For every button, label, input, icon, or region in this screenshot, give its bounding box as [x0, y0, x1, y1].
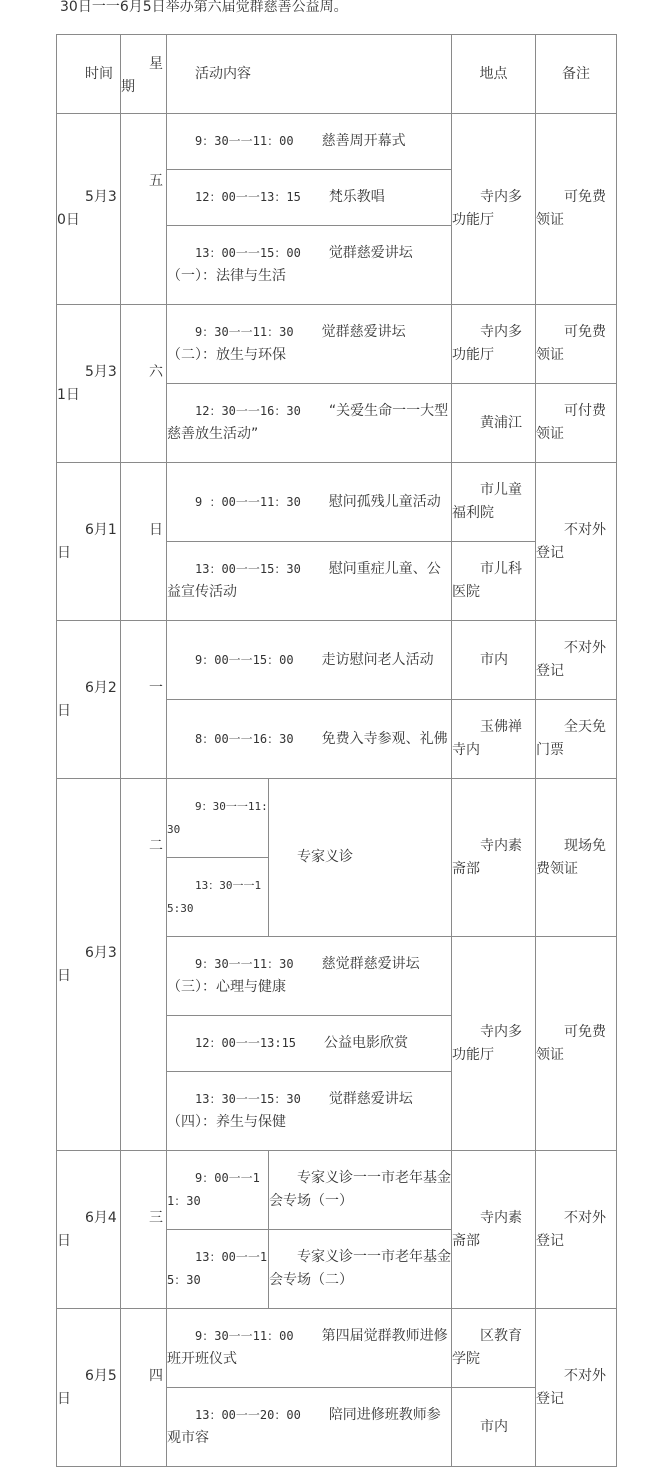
note-cell: 可付费领证 [536, 384, 617, 463]
activity-cell [167, 114, 452, 170]
weekday-cell: 三 [121, 1151, 167, 1309]
activity-time: 9：30一一11：00 [195, 1329, 294, 1343]
date-cell: 5月31日 [57, 305, 121, 463]
activity-title: 慈觉群慈爱讲坛（三）：心理与健康 [167, 956, 420, 995]
activity-title: 梵乐教唱 [328, 189, 385, 205]
weekday-cell: 日 [121, 463, 167, 621]
note-cell: 现场免费领证 [536, 779, 617, 937]
table-row [57, 463, 617, 542]
activity-time: 13：00一一15：30 [195, 562, 301, 576]
activity-cell [167, 384, 452, 463]
activity-time: 9：30一一11：30 [195, 325, 294, 339]
activity-time-cell [167, 1230, 269, 1309]
place-cell: 区教育学院 [452, 1309, 536, 1388]
place-cell: 市儿科医院 [452, 542, 536, 621]
weekday-cell: 五 [121, 114, 167, 305]
table-row [57, 114, 617, 170]
place-cell: 市内 [452, 1388, 536, 1467]
activity-time: 13：00一一15：30 [167, 1250, 268, 1287]
weekday-cell: 二 [121, 779, 167, 1151]
header-place: 地点 [452, 35, 536, 114]
activity-time: 13：00一一20：00 [195, 1408, 301, 1422]
date-cell: 5月30日 [57, 114, 121, 305]
activity-title: 专家义诊一一市老年基金会专场（二） [269, 1249, 451, 1288]
activity-title: 公益电影欣赏 [324, 1035, 409, 1051]
activity-cell [167, 1016, 452, 1072]
header-note: 备注 [536, 35, 617, 114]
place-cell: 黄浦江 [452, 384, 536, 463]
activity-time: 8：00一一16：30 [195, 731, 294, 746]
activity-time: 9：00一一11：30 [167, 1171, 260, 1208]
activity-cell [167, 226, 452, 305]
table-row [57, 1309, 617, 1388]
activity-time: 13：30一一15：30 [195, 1092, 301, 1106]
note-cell: 可免费领证 [536, 305, 617, 384]
activity-cell [167, 1072, 452, 1151]
date-cell: 6月4日 [57, 1151, 121, 1309]
activity-title: “关爱生命一一大型慈善放生活动” [167, 403, 449, 442]
activity-title-cell [269, 1230, 452, 1309]
place-cell: 市儿童福利院 [452, 463, 536, 542]
activity-title: 觉群慈爱讲坛（一）：法律与生活 [167, 245, 413, 284]
clinic-time-cell [167, 779, 269, 858]
note-cell: 不对外登记 [536, 1309, 617, 1467]
activity-title: 第四届觉群教师进修班开班仪式 [167, 1328, 448, 1367]
activity-title: 觉群慈爱讲坛（四）：养生与保健 [167, 1091, 413, 1130]
activity-time: 9：30一一11：00 [195, 134, 294, 148]
activity-cell [167, 1388, 452, 1467]
table-row [57, 621, 617, 700]
activity-cell [167, 700, 452, 779]
activity-time: 9：00一一15：00 [195, 652, 294, 667]
activity-title: 专家义诊一一市老年基金会专场（一） [269, 1170, 451, 1209]
date-cell: 6月2日 [57, 621, 121, 779]
header-week: 星期 [121, 35, 167, 114]
activity-title: 免费入寺参观、礼佛 [321, 730, 448, 747]
activity-time: 12：30一一16：30 [195, 404, 301, 418]
activity-time-cell [167, 1151, 269, 1230]
note-cell: 不对外登记 [536, 463, 617, 621]
note-cell: 不对外登记 [536, 621, 617, 700]
intro-text: 30日一一6月5日举办第六届觉群慈善公益周。 [60, 0, 348, 15]
place-cell: 市内 [452, 621, 536, 700]
place-cell: 寺内素斋部 [452, 779, 536, 937]
weekday-cell: 六 [121, 305, 167, 463]
table-row [57, 1151, 617, 1230]
activity-title: 陪同进修班教师参观市容 [167, 1407, 441, 1446]
clinic-time-cell [167, 858, 269, 937]
note-cell: 可免费领证 [536, 114, 617, 305]
schedule-table [56, 34, 617, 1467]
note-cell: 全天免门票 [536, 700, 617, 779]
weekday-cell: 一 [121, 621, 167, 779]
activity-time: 12：00一一13:15 [195, 1036, 297, 1050]
activity-title: 觉群慈爱讲坛（二）：放生与环保 [167, 324, 406, 363]
header-row [57, 35, 617, 114]
table-row [57, 305, 617, 384]
activity-time: 9：30一一11：30 [195, 957, 294, 971]
place-cell: 寺内多功能厅 [452, 305, 536, 384]
note-cell: 可免费领证 [536, 937, 617, 1151]
activity-title: 慈善周开幕式 [321, 133, 406, 149]
activity-time: 9 ：00一一11：30 [195, 494, 301, 509]
place-cell: 玉佛禅寺内 [452, 700, 536, 779]
activity-time: 12：00一一13：15 [195, 190, 301, 204]
activity-title: 走访慰问老人活动 [321, 651, 434, 668]
activity-cell [167, 305, 452, 384]
place-cell: 寺内多功能厅 [452, 114, 536, 305]
activity-cell [167, 937, 452, 1016]
activity-time: 13：30一一15:30 [167, 879, 262, 915]
date-cell: 6月1日 [57, 463, 121, 621]
activity-cell [167, 1309, 452, 1388]
activity-title-cell [269, 1151, 452, 1230]
activity-cell [167, 542, 452, 621]
table-row [57, 779, 617, 858]
header-time: 时间 [57, 35, 121, 114]
activity-cell [167, 170, 452, 226]
note-cell: 不对外登记 [536, 1151, 617, 1309]
activity-cell [167, 463, 452, 542]
header-activity: 活动内容 [167, 35, 452, 114]
date-cell: 6月5日 [57, 1309, 121, 1467]
activity-cell [167, 621, 452, 700]
activity-time: 9：30一一11:30 [167, 800, 268, 836]
activity-title: 慰问孤残儿童活动 [328, 493, 441, 510]
date-cell: 6月3日 [57, 779, 121, 1151]
activity-time: 13：00一一15：00 [195, 246, 301, 260]
activity-title: 专家义诊 [297, 849, 353, 865]
activity-title: 慰问重症儿童、公益宣传活动 [167, 561, 441, 600]
place-cell: 寺内多功能厅 [452, 937, 536, 1151]
clinic-title-cell [269, 779, 452, 937]
weekday-cell: 四 [121, 1309, 167, 1467]
place-cell: 寺内素斋部 [452, 1151, 536, 1309]
